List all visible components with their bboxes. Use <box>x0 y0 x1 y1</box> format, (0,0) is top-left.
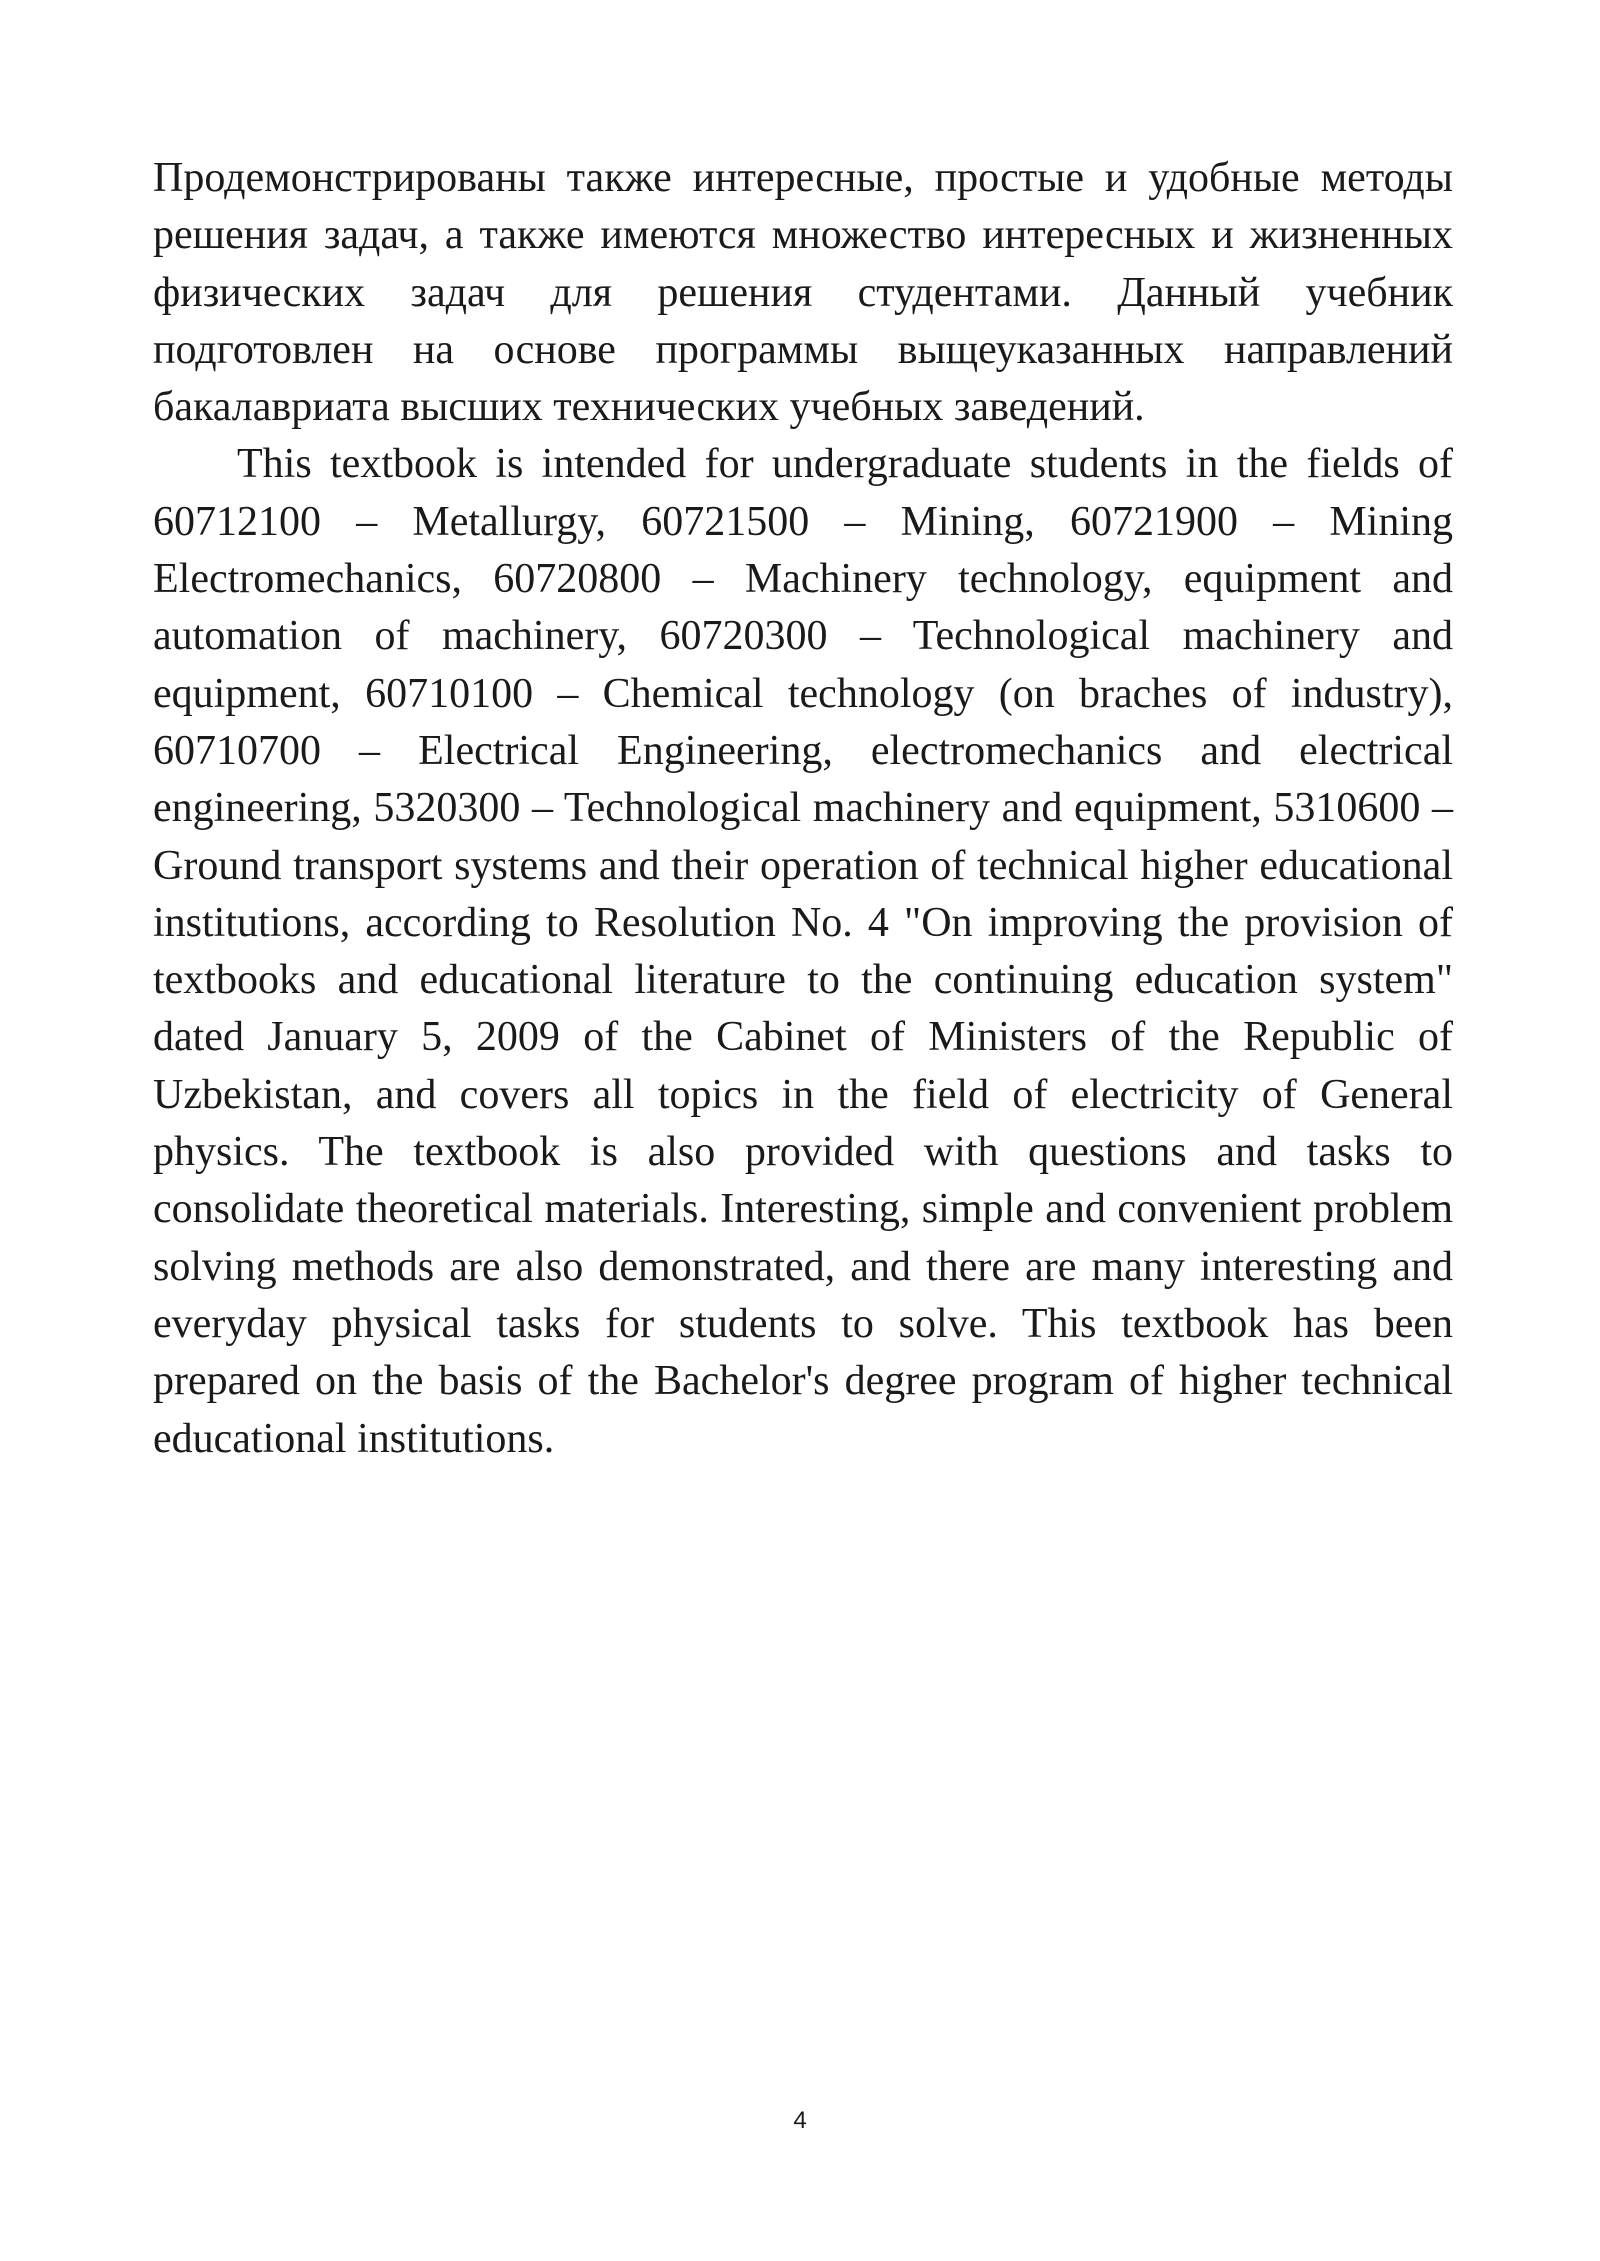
body-text <box>153 150 1453 1468</box>
paragraph-english: This textbook is intended for undergraduate students in the fields of 60712100 – Metallurgy, 60721500 – Mining, 60721900 – Mining Electromechanics, 60720800 – Machinery technology, equipment and automation of machinery, 60720300 – Technological machinery and equipment, 60710100 – Chemical technology (on braches of industry), 60710700 – Electrical Engineering, electromechanics and electrical engineering, 5320300 – Technological machinery and equipment, 5310600 – Ground transport systems and their operation of technical higher educational institutions, according to Resolution No. 4 "On improving the provision of textbooks and educational literature to the continuing education system" dated January 5, 2009 of the Cabinet of Ministers of the Republic of Uzbekistan, and covers all topics in the field of electricity of General physics. The textbook is also provided with questions and tasks to consolidate theoretical materials. Interesting, simple and convenient problem solving methods are also demonstrated, and there are many interesting and everyday physical tasks for students to solve. This textbook has been prepared on the basis of the Bachelor's degree program of higher technical educational institutions. <box>153 441 1453 1462</box>
paragraph-russian: Продемонстрированы также интересные, простые и удобные методы решения задач, а также имеются множество интересных и жизненных физических задач для решения студентами. Данный учебник подготовлен на основе программы выщеуказанных направлений бакалавриата высших технических учебных заведений. <box>153 155 1453 431</box>
page-number: 4 <box>793 2107 807 2134</box>
